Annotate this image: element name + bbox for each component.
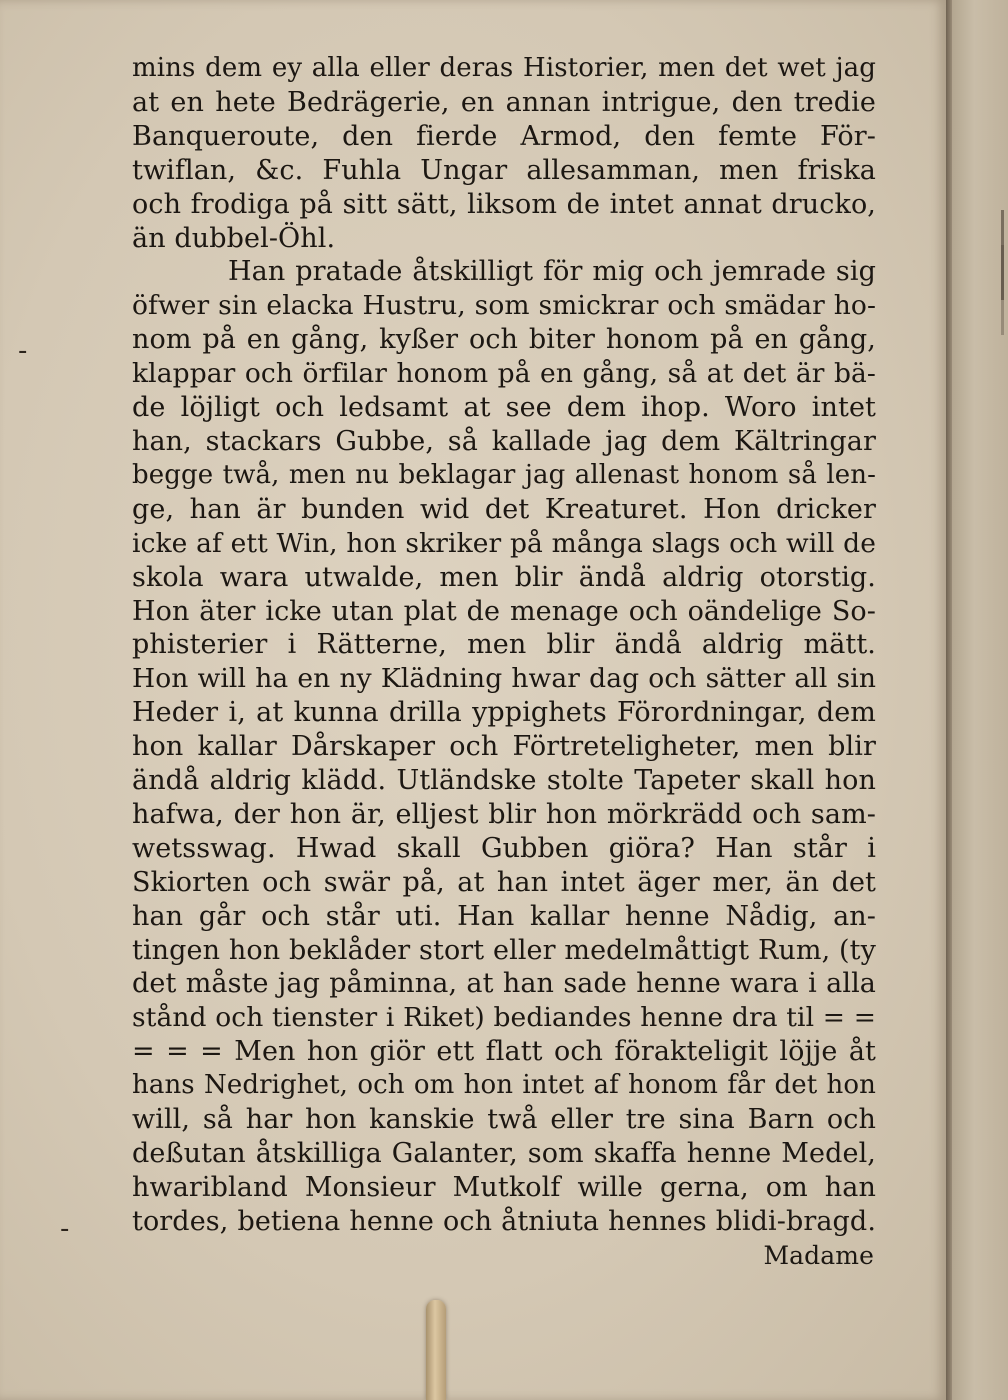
adjacent-page-edge [952,0,1008,1400]
text-line: twiflan, &c. Fuhla Ungar allesamman, men friska [132,154,876,186]
paragraph-start-line: Han pratade åtskilligt för mig och jemrade sig [228,256,876,288]
text-line: Heder i, at kunna drilla yppighets Förordningar, dem [132,697,876,729]
text-line: begge twå, men nu beklagar jag allenast honom så len- [132,459,876,490]
catchword: Madame [763,1240,874,1270]
text-line: än dubbel-Öhl. [132,222,336,254]
page-text-block [132,52,876,1273]
text-line: nom på en gång, kyßer och biter honom på en gång, [132,324,876,356]
text-line: hwaribland Monsieur Mutkolf wille gerna, om han [132,1171,876,1203]
text-line: Hon äter icke utan plat de menage och oändelige So- [132,595,876,627]
text-line: Hon will ha en ny Klädning hwar dag och sätter all sin [132,663,876,695]
text-line: phisterier i Rätterne, men blir ändå aldrig mätt. [132,629,876,661]
text-line: wetsswag. Hwad skall Gubben giöra? Han står i [132,832,876,864]
text-line: han, stackars Gubbe, så kallade jag dem Kältringar [132,425,876,457]
text-line: stånd och tienster i Riket) bediandes henne dra til = = [132,1002,876,1034]
text-line: Banqueroute, den fierde Armod, den femte För- [132,120,876,152]
text-line: will, så har hon kanskie twå eller tre sina Barn och [132,1104,876,1136]
text-line: skola wara utwalde, men blir ändå aldrig otorstig. [132,561,876,593]
text-line: tordes, betiena henne och åtniuta hennes blidi-bragd. [132,1205,876,1237]
text-line: ge, han är bunden wid det Kreaturet. Hon dricker [132,493,876,525]
text-line: deßutan åtskilliga Galanter, som skaffa henne Medel, [132,1138,876,1169]
text-line: det måste jag påminna, at han sade henne wara i alla [132,968,876,1000]
text-line: at en hete Bedrägerie, en annan intrigue, den tredie [132,86,876,118]
text-line: klappar och örfilar honom på en gång, så at det är bä- [132,358,876,390]
text-line: öfwer sin elacka Hustru, som smickrar och smädar ho- [132,290,876,322]
margin-mark: - [18,336,28,366]
text-line: de löjligt och ledsamt at see dem ihop. Woro intet [132,392,876,424]
text-line: och frodiga på sitt sätt, liksom de intet annat drucko, [132,188,876,220]
text-line: ändå aldrig klädd. Utländske stolte Tapeter skall hon [132,765,876,797]
margin-mark: - [60,1214,70,1244]
text-line: hon kallar Dårskaper och Förtreteligheter, men blir [132,731,876,763]
page-holder-tab [426,1300,446,1400]
text-line: Skiorten och swär på, at han intet äger mer, än det [132,866,876,898]
text-line: hafwa, der hon är, elljest blir hon mörkrädd och sam- [132,798,876,830]
text-line: = = = Men hon giör ett flatt och förakteligit löjje åt [132,1036,876,1068]
text-line: hans Nedrighet, och om hon intet af honom får det hon [132,1070,876,1101]
text-line: han går och står uti. Han kallar henne Nådig, an- [132,900,876,932]
adjacent-page-ink [1001,245,1004,335]
text-line: icke af ett Win, hon skriker på många slags och will de [132,527,876,559]
text-line: mins dem ey alla eller deras Historier, men det wet jag [132,53,876,83]
text-line: tingen hon beklåder stort eller medelmåttigt Rum, (ty [132,934,876,966]
